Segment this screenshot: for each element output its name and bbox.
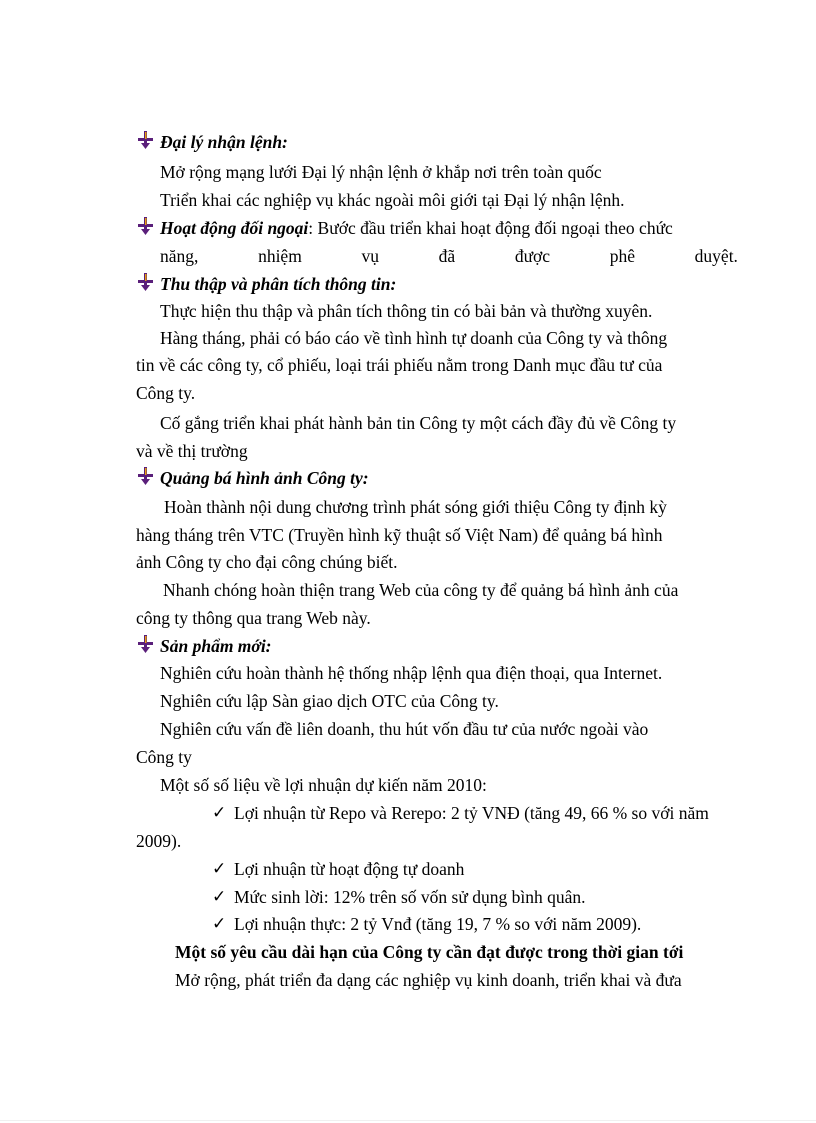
paragraph-line: Hàng tháng, phải có báo cáo về tình hình tự doanh của Công ty và thông xyxy=(160,328,668,348)
justified-line xyxy=(160,244,738,268)
heading-suffix: : Bước đầu triển khai hoạt động đối ngoại theo chức xyxy=(308,218,673,238)
word: duyệt. xyxy=(694,246,738,266)
paragraph-line: hàng tháng trên VTC (Truyền hình kỹ thuật số Việt Nam) để quảng bá hình xyxy=(136,525,663,545)
section-heading-foreign-line xyxy=(160,216,673,240)
paragraph-line: Nghiên cứu lập Sàn giao dịch OTC của Công ty. xyxy=(160,691,499,711)
section-heading-products: Sản phẩm mới: xyxy=(160,636,272,656)
list-item: Lợi nhuận từ Repo và Rerepo: 2 tỷ VNĐ (tăng 49, 66 % so với năm xyxy=(234,803,709,823)
list-item: Lợi nhuận thực: 2 tỷ Vnđ (tăng 19, 7 % so với năm 2009). xyxy=(234,914,642,934)
paragraph-line: ảnh Công ty cho đại công chúng biết. xyxy=(136,552,398,572)
section-heading-longterm: Một số yêu cầu dài hạn của Công ty cần đạt được trong thời gian tới xyxy=(175,942,684,962)
word: được xyxy=(514,246,551,266)
section-heading-promo-line xyxy=(160,466,369,490)
section-heading-agency: Đại lý nhận lệnh: xyxy=(160,132,288,152)
word: nhiệm xyxy=(258,246,302,266)
paragraph-line: Nhanh chóng hoàn thiện trang Web của công ty để quảng bá hình ảnh của xyxy=(163,580,679,600)
plus-arrow-icon xyxy=(137,130,155,150)
paragraph-line: Nghiên cứu vấn đề liên doanh, thu hút vốn đầu tư của nước ngoài vào xyxy=(160,719,649,739)
section-heading-foreign: Hoạt động đối ngoại xyxy=(160,218,309,238)
plus-arrow-icon xyxy=(137,634,155,654)
list-item: Mức sinh lời: 12% trên số vốn sử dụng bình quân. xyxy=(234,887,586,907)
list-item-continuation: 2009). xyxy=(136,831,182,851)
word: đã xyxy=(438,246,456,266)
paragraph-line: Nghiên cứu hoàn thành hệ thống nhập lệnh qua điện thoại, qua Internet. xyxy=(160,663,663,683)
paragraph-line: Hoàn thành nội dung chương trình phát sóng giới thiệu Công ty định kỳ xyxy=(164,497,667,517)
heading-colon: : xyxy=(362,468,369,488)
paragraph-line: công ty thông qua trang Web này. xyxy=(136,608,371,628)
check-icon: ✓ xyxy=(212,803,227,823)
check-icon: ✓ xyxy=(212,859,227,879)
paragraph-line: và về thị trường xyxy=(136,441,248,461)
list-item: Lợi nhuận từ hoạt động tự doanh xyxy=(234,859,465,879)
paragraph-line: Một số số liệu về lợi nhuận dự kiến năm 2010: xyxy=(160,775,487,795)
section-heading-promo: Quảng bá hình ảnh Công ty xyxy=(160,468,363,488)
paragraph-line: Cố gắng triển khai phát hành bản tin Công ty một cách đầy đủ về Công ty xyxy=(160,413,677,433)
paragraph-line: Công ty. xyxy=(136,383,196,403)
section-heading-info: Thu thập và phân tích thông tin: xyxy=(160,274,397,294)
check-icon: ✓ xyxy=(212,887,227,907)
plus-arrow-icon xyxy=(137,216,155,236)
paragraph-line: Công ty xyxy=(136,747,192,767)
plus-arrow-icon xyxy=(137,272,155,292)
paragraph-line: Thực hiện thu thập và phân tích thông tin có bài bản và thường xuyên. xyxy=(160,301,653,321)
word: vụ xyxy=(361,246,379,266)
paragraph-line: Triển khai các nghiệp vụ khác ngoài môi giới tại Đại lý nhận lệnh. xyxy=(160,190,625,210)
page-bottom-edge xyxy=(0,1120,816,1121)
check-icon: ✓ xyxy=(212,914,227,934)
paragraph-line: tin về các công ty, cổ phiếu, loại trái phiếu nằm trong Danh mục đầu tư của xyxy=(136,355,663,375)
paragraph-line: Mở rộng, phát triển đa dạng các nghiệp vụ kinh doanh, triển khai và đưa xyxy=(175,970,682,990)
plus-arrow-icon xyxy=(137,466,155,486)
paragraph-line: Mở rộng mạng lưới Đại lý nhận lệnh ở khắp nơi trên toàn quốc xyxy=(160,162,602,182)
word: năng, xyxy=(160,246,199,266)
word: phê xyxy=(609,246,636,266)
